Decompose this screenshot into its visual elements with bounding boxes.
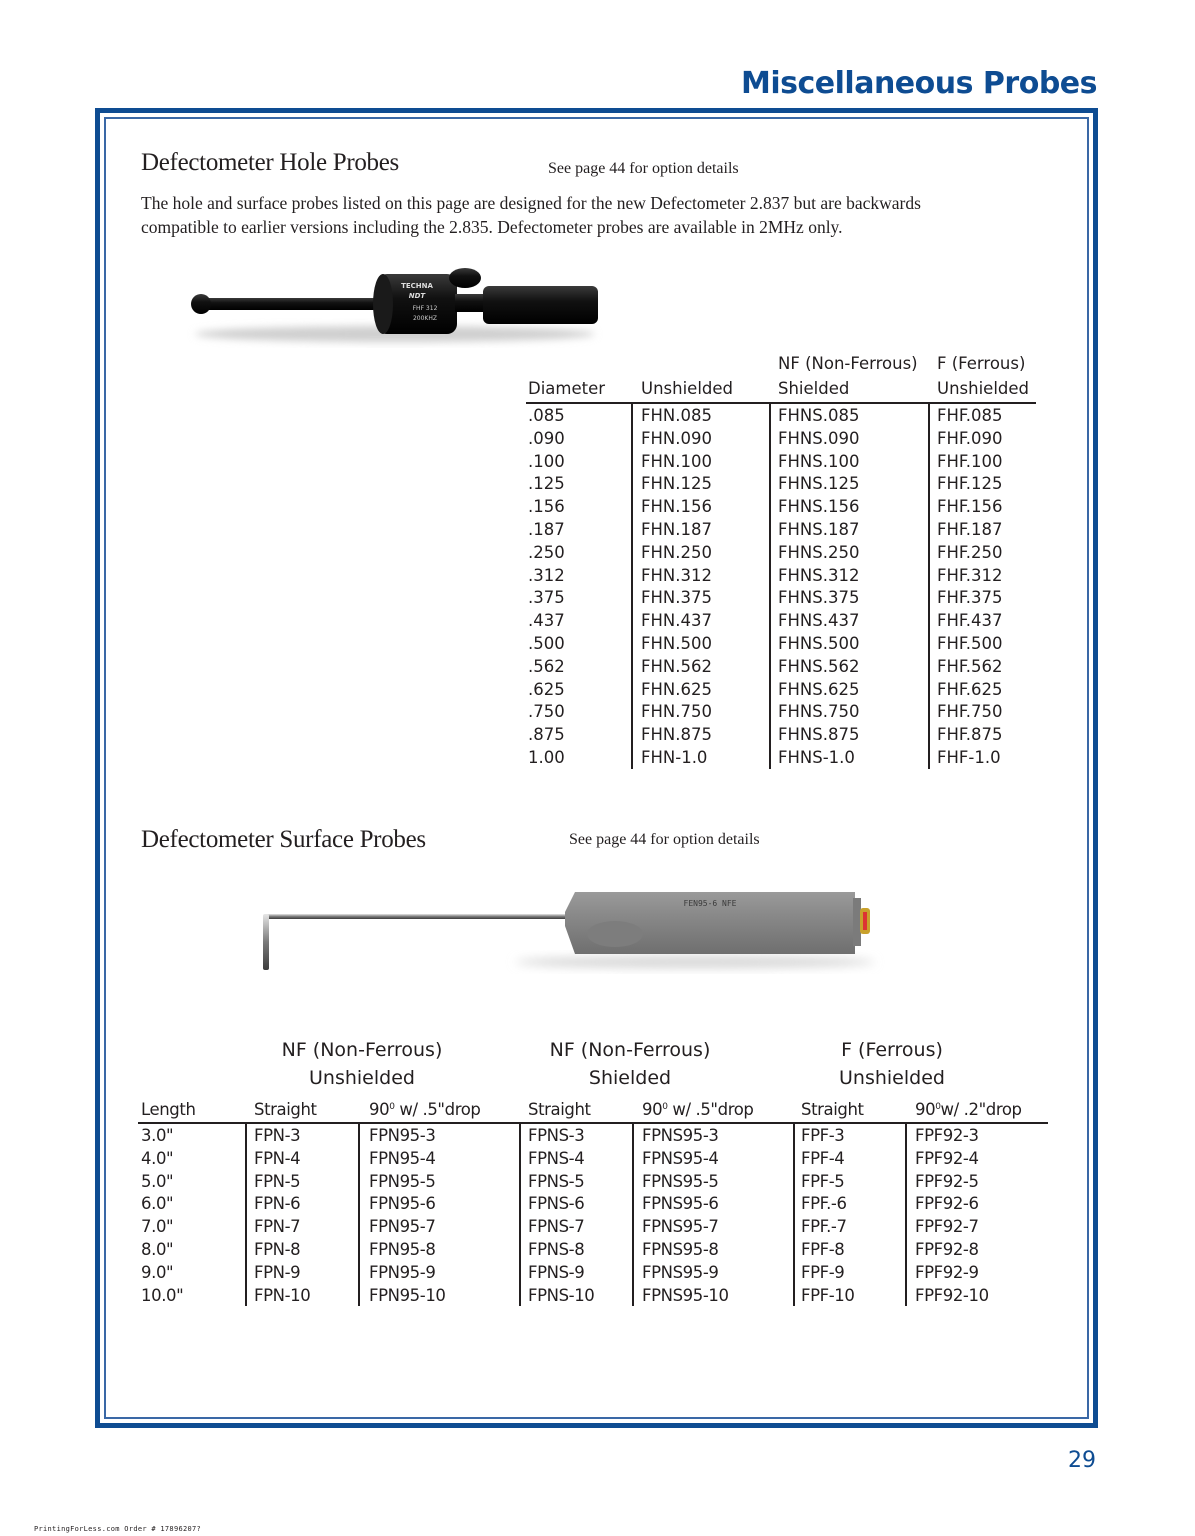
group-header-line1: NF (Non-Ferrous)	[281, 1039, 443, 1061]
nf-shielded-cell: FHNS.100	[778, 451, 860, 471]
nf-shielded-straight-cell: FPNS-10	[528, 1285, 595, 1305]
nf-shielded-straight-cell: FPNS-8	[528, 1239, 585, 1259]
nf-shielded-cell: FHNS.125	[778, 474, 860, 494]
page-number: 29	[1068, 1448, 1096, 1473]
group-header-line2: Unshielded	[839, 1067, 945, 1089]
hole-see-page-note: See page 44 for option details	[548, 160, 739, 177]
nf-unshielded-90-cell: FPN95-7	[369, 1217, 436, 1237]
hole-table-body	[526, 404, 1036, 769]
group-header-line1: NF (Non-Ferrous)	[549, 1039, 711, 1061]
diameter-cell: .750	[528, 702, 565, 722]
nf-unshielded-straight-cell: FPN-7	[254, 1217, 301, 1237]
nf-unshielded-cell: FHN.250	[641, 542, 712, 562]
nf-unshielded-90-cell: FPN95-8	[369, 1239, 436, 1259]
surface-probe-table	[138, 1099, 1048, 1306]
hole-probes-heading: Defectometer Hole Probes	[141, 149, 399, 176]
group-header-f: F (Ferrous)	[937, 354, 1026, 373]
nf-unshielded-straight-cell: FPN-4	[254, 1148, 301, 1168]
nf-unshielded-cell: FHN.312	[641, 565, 712, 585]
nf-unshielded-straight-cell: FPN-9	[254, 1262, 301, 1282]
hole-table-header-row	[526, 378, 1036, 404]
table-row	[138, 1170, 1048, 1193]
degree-mark: 0	[389, 1102, 395, 1112]
f-straight-cell: FPF-8	[801, 1239, 845, 1259]
length-cell: 5.0"	[141, 1171, 174, 1191]
diameter-cell: .437	[528, 611, 565, 631]
table-row	[526, 586, 1036, 609]
group-header-nf-unshielded	[262, 1036, 462, 1092]
nf-shielded-cell: FHNS.090	[778, 428, 860, 448]
nf-unshielded-cell: FHN.437	[641, 611, 712, 631]
nf-shielded-cell: FHNS.156	[778, 497, 860, 517]
length-cell: 9.0"	[141, 1262, 174, 1282]
surface-table-body	[138, 1124, 1048, 1306]
intro-line-2: compatible to earlier versions including the 2.835. Defectometer probes are available in 2MHz only.	[141, 217, 843, 237]
diameter-cell: .250	[528, 542, 565, 562]
nf-unshielded-cell: FHN.085	[641, 406, 712, 425]
nf-unshielded-cell: FHN.750	[641, 702, 712, 722]
table-row	[138, 1215, 1048, 1238]
group-header-line2: Shielded	[588, 1067, 672, 1089]
nf-shielded-90-cell: FPNS95-8	[642, 1239, 719, 1259]
surface-probes-heading: Defectometer Surface Probes	[141, 826, 426, 853]
nf-unshielded-90-cell: FPN95-4	[369, 1148, 436, 1168]
nf-unshielded-straight-cell: FPN-3	[254, 1126, 301, 1145]
length-cell: 10.0"	[141, 1285, 184, 1305]
table-row	[526, 541, 1036, 564]
group-header-nf-shielded	[530, 1036, 730, 1092]
table-row	[526, 700, 1036, 723]
nf-unshielded-cell: FHN.156	[641, 497, 712, 517]
table-row	[526, 450, 1036, 473]
table-row	[526, 632, 1036, 655]
nf-shielded-cell: FHNS.875	[778, 725, 860, 745]
probe-label-freq: 200KHZ	[412, 315, 438, 322]
length-cell: 4.0"	[141, 1148, 174, 1168]
nf-shielded-cell: FHNS.437	[778, 611, 860, 631]
nf-unshielded-straight-cell: FPN-8	[254, 1239, 301, 1259]
f-unshielded-cell: FHF.125	[937, 474, 1003, 494]
table-row	[138, 1261, 1048, 1284]
f-90-cell: FPF92-7	[915, 1217, 979, 1237]
diameter-cell: .562	[528, 656, 565, 676]
print-order-note: PrintingForLess.com Order # 17896207?	[34, 1525, 202, 1533]
f-unshielded-cell: FHF.562	[937, 656, 1003, 676]
nf-shielded-straight-cell: FPNS-3	[528, 1126, 585, 1145]
probe-label-model: FHF 312	[412, 305, 438, 312]
intro-line-1: The hole and surface probes listed on this page are designed for the new Defectometer 2.837 but are backwards	[141, 193, 921, 213]
f-unshielded-cell: FHF.500	[937, 633, 1003, 653]
nf-unshielded-cell: FHN.100	[641, 451, 712, 471]
table-row	[526, 427, 1036, 450]
nf-shielded-straight-cell: FPNS-6	[528, 1194, 585, 1214]
nf-unshielded-straight-cell: FPN-10	[254, 1285, 311, 1305]
diameter-cell: .187	[528, 519, 565, 539]
f-unshielded-cell: FHF.156	[937, 497, 1003, 517]
f-90-cell: FPF92-4	[915, 1148, 979, 1168]
nf-shielded-90-cell: FPNS95-9	[642, 1262, 719, 1282]
nf-unshielded-cell: FHN.090	[641, 428, 712, 448]
diameter-cell: 1.00	[528, 747, 565, 767]
f-straight-cell: FPF-4	[801, 1148, 845, 1168]
surface-table-header-row	[138, 1099, 1048, 1124]
nf-unshielded-cell: FHN.500	[641, 633, 712, 653]
nf-shielded-cell: FHNS.187	[778, 519, 860, 539]
nf-unshielded-90-cell: FPN95-5	[369, 1171, 436, 1191]
f-straight-cell: FPF-5	[801, 1171, 845, 1191]
probe-label-brand2: NDT	[408, 292, 426, 300]
diameter-cell: .125	[528, 474, 565, 494]
col-header-f-straight: Straight	[801, 1100, 864, 1119]
hole-probe-table	[526, 354, 1036, 769]
f-unshielded-cell: FHF.090	[937, 428, 1003, 448]
diameter-cell: .085	[528, 406, 565, 425]
table-row	[138, 1192, 1048, 1215]
col-header-nf-unshielded-straight: Straight	[254, 1100, 317, 1119]
f-unshielded-cell: FHF.100	[937, 451, 1003, 471]
nf-unshielded-straight-cell: FPN-6	[254, 1194, 301, 1214]
length-cell: 8.0"	[141, 1239, 174, 1259]
nf-shielded-cell: FHNS.375	[778, 588, 860, 608]
f-90-cell: FPF92-3	[915, 1126, 979, 1145]
surface-see-page-note: See page 44 for option details	[569, 831, 760, 848]
f-straight-cell: FPF-3	[801, 1126, 845, 1145]
table-row	[526, 564, 1036, 587]
table-row	[526, 472, 1036, 495]
nf-unshielded-90-cell: FPN95-9	[369, 1262, 436, 1282]
table-row	[526, 746, 1036, 769]
table-row	[526, 723, 1036, 746]
surface-probe-image	[255, 884, 895, 976]
f-unshielded-cell: FHF.375	[937, 588, 1003, 608]
degree-mark: 0	[935, 1102, 941, 1112]
table-row	[138, 1284, 1048, 1307]
nf-shielded-cell: FHNS.750	[778, 702, 860, 722]
diameter-cell: .100	[528, 451, 565, 471]
nf-unshielded-cell: FHN.187	[641, 519, 712, 539]
f-unshielded-cell: FHF.750	[937, 702, 1003, 722]
f-90-cell: FPF92-8	[915, 1239, 979, 1259]
table-row	[526, 495, 1036, 518]
f-unshielded-cell: FHF.437	[937, 611, 1003, 631]
length-cell: 6.0"	[141, 1194, 174, 1214]
col-header-nf-shielded-straight: Straight	[528, 1100, 591, 1119]
f-straight-cell: FPF-10	[801, 1285, 855, 1305]
nf-shielded-90-cell: FPNS95-3	[642, 1126, 719, 1145]
table-row	[526, 518, 1036, 541]
nf-unshielded-cell: FHN.375	[641, 588, 712, 608]
nf-unshielded-90-cell: FPN95-3	[369, 1126, 436, 1145]
f-straight-cell: FPF.-7	[801, 1217, 847, 1237]
f-90-cell: FPF92-6	[915, 1194, 979, 1214]
nf-unshielded-cell: FHN.562	[641, 656, 712, 676]
nf-shielded-cell: FHNS.085	[778, 406, 860, 425]
degree-mark: 0	[662, 1102, 668, 1112]
f-unshielded-cell: FHF.085	[937, 406, 1003, 425]
f-unshielded-cell: FHF.875	[937, 725, 1003, 745]
group-header-nf: NF (Non-Ferrous)	[778, 354, 918, 373]
col-header-nf-shielded: Shielded	[778, 379, 850, 398]
nf-unshielded-cell: FHN-1.0	[641, 747, 708, 767]
diameter-cell: .875	[528, 725, 565, 745]
col-header-length: Length	[141, 1100, 196, 1119]
diameter-cell: .625	[528, 679, 565, 699]
f-unshielded-cell: FHF.625	[937, 679, 1003, 699]
f-straight-cell: FPF-9	[801, 1262, 845, 1282]
f-90-cell: FPF92-5	[915, 1171, 979, 1191]
f-unshielded-cell: FHF.312	[937, 565, 1003, 585]
length-cell: 3.0"	[141, 1126, 174, 1145]
group-header-line1: F (Ferrous)	[841, 1039, 943, 1061]
nf-shielded-cell: FHNS.500	[778, 633, 860, 653]
hole-probe-image	[185, 268, 605, 348]
col-header-nf-unshielded-90: $90^0$ w/ .5"drop	[369, 1100, 481, 1119]
intro-paragraph	[141, 191, 1021, 239]
nf-unshielded-cell: FHN.625	[641, 679, 712, 699]
nf-shielded-90-cell: FPNS95-10	[642, 1285, 729, 1305]
page-title: Miscellaneous Probes	[741, 66, 1097, 101]
nf-unshielded-90-cell: FPN95-10	[369, 1285, 446, 1305]
table-row	[138, 1147, 1048, 1170]
nf-shielded-cell: FHNS-1.0	[778, 747, 855, 767]
group-header-line2: Unshielded	[309, 1067, 415, 1089]
nf-shielded-cell: FHNS.625	[778, 679, 860, 699]
nf-shielded-cell: FHNS.250	[778, 542, 860, 562]
probe-label-brand: TECHNA	[401, 282, 433, 290]
diameter-cell: .500	[528, 633, 565, 653]
nf-shielded-straight-cell: FPNS-4	[528, 1148, 585, 1168]
f-straight-cell: FPF.-6	[801, 1194, 847, 1214]
nf-unshielded-straight-cell: FPN-5	[254, 1171, 301, 1191]
nf-shielded-cell: FHNS.562	[778, 656, 860, 676]
nf-shielded-90-cell: FPNS95-4	[642, 1148, 719, 1168]
diameter-cell: .090	[528, 428, 565, 448]
table-row	[526, 609, 1036, 632]
diameter-cell: .375	[528, 588, 565, 608]
table-row	[526, 655, 1036, 678]
col-header-f-90: $90^0w/$ .2"drop	[915, 1100, 1022, 1119]
nf-unshielded-cell: FHN.875	[641, 725, 712, 745]
group-header-f-unshielded	[792, 1036, 992, 1092]
col-header-diameter: Diameter	[528, 379, 606, 398]
nf-shielded-straight-cell: FPNS-9	[528, 1262, 585, 1282]
table-row	[138, 1124, 1048, 1147]
col-header-nf-unshielded: Unshielded	[641, 379, 734, 398]
nf-shielded-90-cell: FPNS95-7	[642, 1217, 719, 1237]
f-90-cell: FPF92-10	[915, 1285, 989, 1305]
hole-table-group-headers	[526, 354, 1036, 378]
col-header-f-unshielded: Unshielded	[937, 379, 1030, 398]
diameter-cell: .312	[528, 565, 565, 585]
f-unshielded-cell: FHF.250	[937, 542, 1003, 562]
nf-shielded-90-cell: FPNS95-5	[642, 1171, 719, 1191]
table-row	[138, 1238, 1048, 1261]
diameter-cell: .156	[528, 497, 565, 517]
nf-shielded-cell: FHNS.312	[778, 565, 860, 585]
nf-unshielded-cell: FHN.125	[641, 474, 712, 494]
nf-shielded-90-cell: FPNS95-6	[642, 1194, 719, 1214]
nf-shielded-straight-cell: FPNS-5	[528, 1171, 585, 1191]
length-cell: 7.0"	[141, 1217, 174, 1237]
nf-unshielded-90-cell: FPN95-6	[369, 1194, 436, 1214]
table-row	[526, 404, 1036, 427]
col-header-nf-shielded-90: $90^0$ w/ .5"drop	[642, 1100, 754, 1119]
surface-probe-label: FEN95-6 NFE	[683, 899, 737, 908]
table-row	[526, 678, 1036, 701]
f-unshielded-cell: FHF.187	[937, 519, 1003, 539]
f-90-cell: FPF92-9	[915, 1262, 979, 1282]
nf-shielded-straight-cell: FPNS-7	[528, 1217, 585, 1237]
f-unshielded-cell: FHF-1.0	[937, 747, 1001, 767]
